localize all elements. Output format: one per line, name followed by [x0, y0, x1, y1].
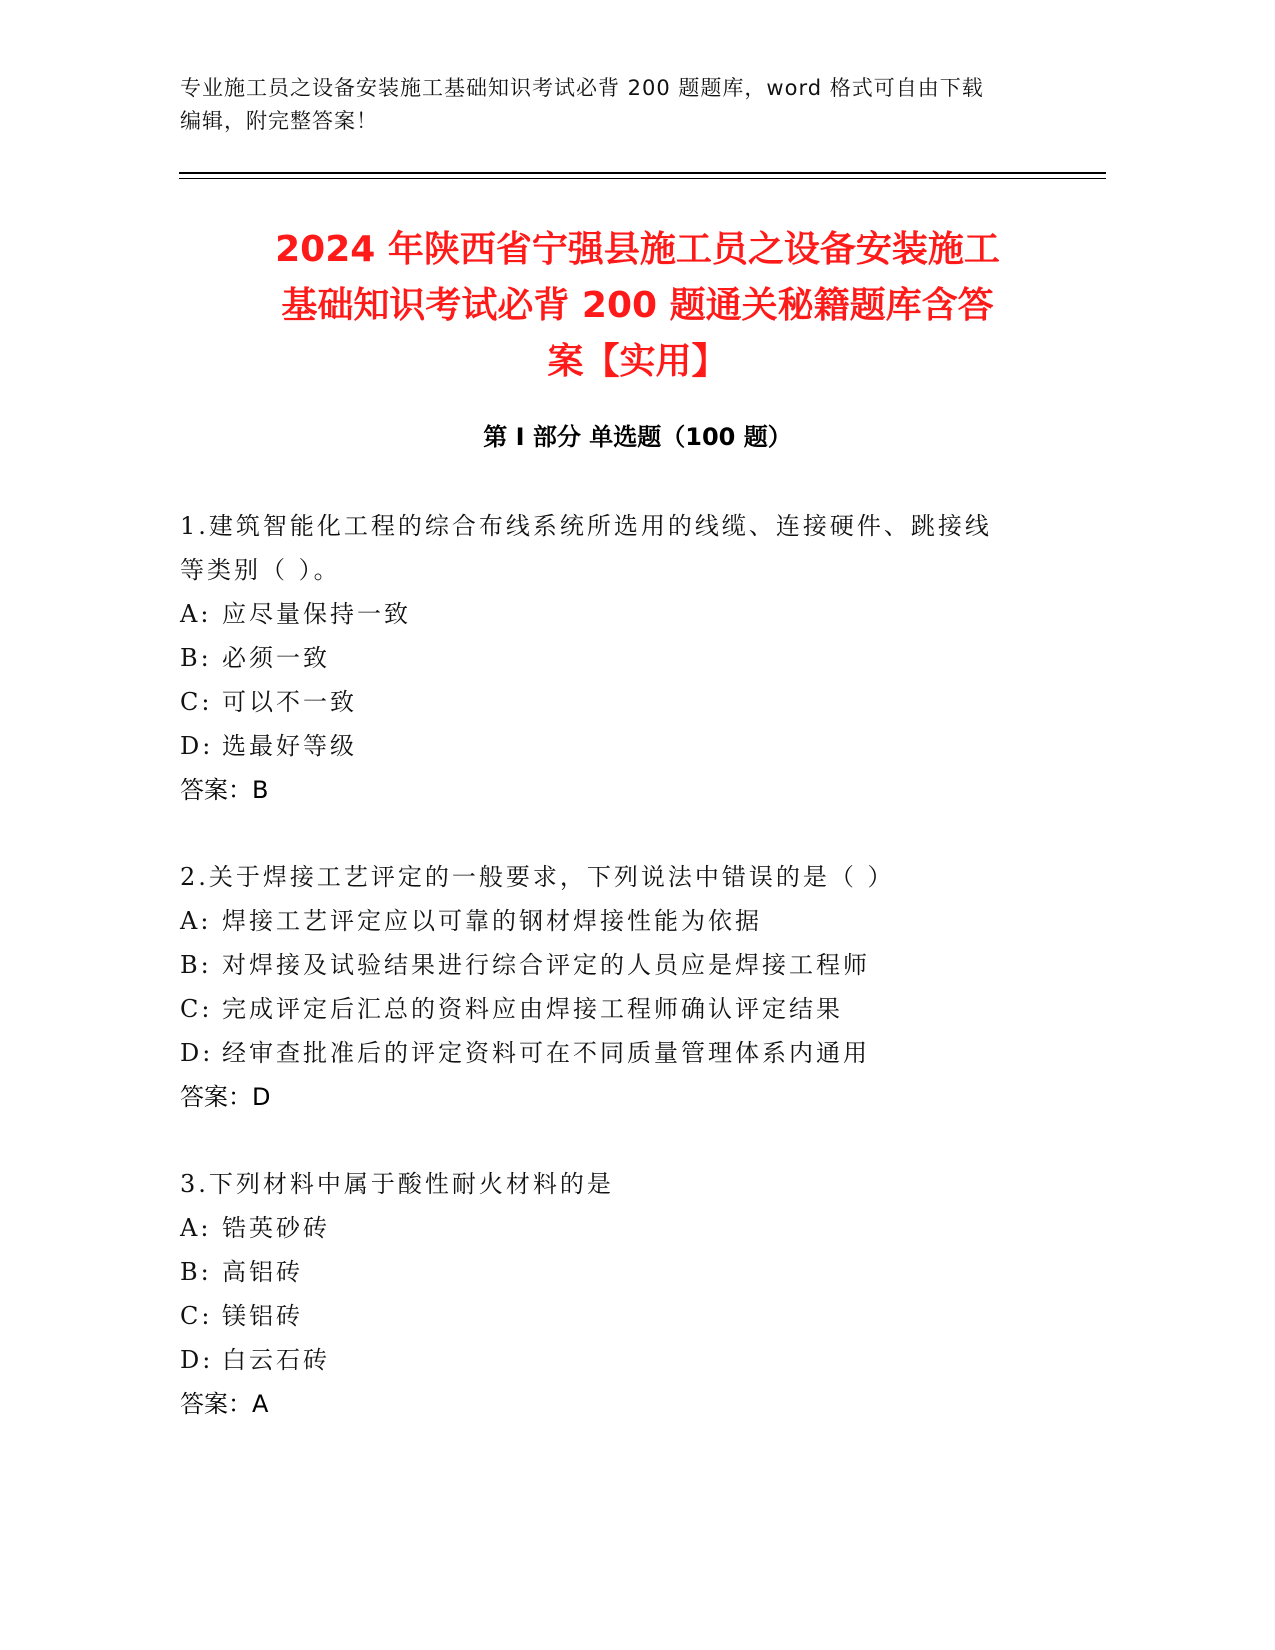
- option-b: [180, 636, 1080, 680]
- option-c: [180, 680, 1080, 724]
- answer-label: 答案：B: [180, 776, 269, 804]
- option-text: 焊接工艺评定应以可靠的钢材焊接性能为依据: [222, 907, 762, 935]
- answer-label: 答案：A: [180, 1390, 269, 1418]
- option-a: [180, 1206, 1080, 1250]
- option-letter: C:: [180, 995, 213, 1023]
- question-stem: 2.关于焊接工艺评定的一般要求，下列说法中错误的是（ ）: [180, 863, 895, 891]
- option-text: 应尽量保持一致: [222, 600, 411, 628]
- option-text: 镁铝砖: [222, 1302, 303, 1330]
- option-text: 锆英砂砖: [222, 1214, 330, 1242]
- document-title: [150, 222, 1125, 390]
- header-divider-thick: [179, 172, 1106, 174]
- question-1: [180, 504, 1080, 812]
- option-text: 高铝砖: [222, 1258, 303, 1286]
- option-text: 可以不一致: [222, 688, 357, 716]
- option-d: [180, 1338, 1080, 1382]
- header-divider-thin: [179, 178, 1106, 179]
- option-letter: D:: [180, 1039, 214, 1067]
- option-d: [180, 1031, 1080, 1075]
- option-text: 选最好等级: [222, 732, 357, 760]
- document-title-line-1: 2024 年陕西省宁强县施工员之设备安装施工: [275, 229, 1000, 270]
- option-c: [180, 1294, 1080, 1338]
- option-text: 对焊接及试验结果进行综合评定的人员应是焊接工程师: [222, 951, 870, 979]
- option-letter: A:: [180, 907, 212, 935]
- option-letter: B:: [180, 644, 212, 672]
- option-d: [180, 724, 1080, 768]
- option-b: [180, 943, 1080, 987]
- option-letter: A:: [180, 600, 212, 628]
- option-letter: A:: [180, 1214, 212, 1242]
- option-b: [180, 1250, 1080, 1294]
- section-title: 第 I 部分 单选题（100 题）: [483, 423, 792, 451]
- option-letter: B:: [180, 1258, 212, 1286]
- document-title-line-3: 案【实用】: [547, 341, 728, 382]
- option-text: 白云石砖: [222, 1346, 330, 1374]
- document-title-line-2: 基础知识考试必背 200 题通关秘籍题库含答: [281, 285, 994, 326]
- answer-label: 答案：D: [180, 1083, 271, 1111]
- option-text: 经审查批准后的评定资料可在不同质量管理体系内通用: [222, 1039, 870, 1067]
- question-stem: 3.下列材料中属于酸性耐火材料的是: [180, 1170, 614, 1198]
- option-letter: B:: [180, 951, 212, 979]
- option-a: [180, 592, 1080, 636]
- header-note-line-1: 专业施工员之设备安装施工基础知识考试必背 200 题题库，word 格式可自由下载: [180, 76, 984, 100]
- option-a: [180, 899, 1080, 943]
- option-letter: D:: [180, 732, 214, 760]
- question-list: [180, 504, 1080, 1469]
- option-letter: C:: [180, 1302, 213, 1330]
- header-note-line-2: 编辑，附完整答案！: [180, 109, 378, 133]
- question-stem: 1.建筑智能化工程的综合布线系统所选用的线缆、连接硬件、跳接线: [180, 512, 992, 540]
- option-text: 完成评定后汇总的资料应由焊接工程师确认评定结果: [222, 995, 843, 1023]
- option-letter: D:: [180, 1346, 214, 1374]
- question-3: [180, 1162, 1080, 1426]
- question-stem-continued: 等类别（ ）。: [180, 556, 341, 584]
- option-text: 必须一致: [222, 644, 330, 672]
- option-c: [180, 987, 1080, 1031]
- header-note: [180, 72, 1080, 138]
- option-letter: C:: [180, 688, 213, 716]
- question-2: [180, 855, 1080, 1119]
